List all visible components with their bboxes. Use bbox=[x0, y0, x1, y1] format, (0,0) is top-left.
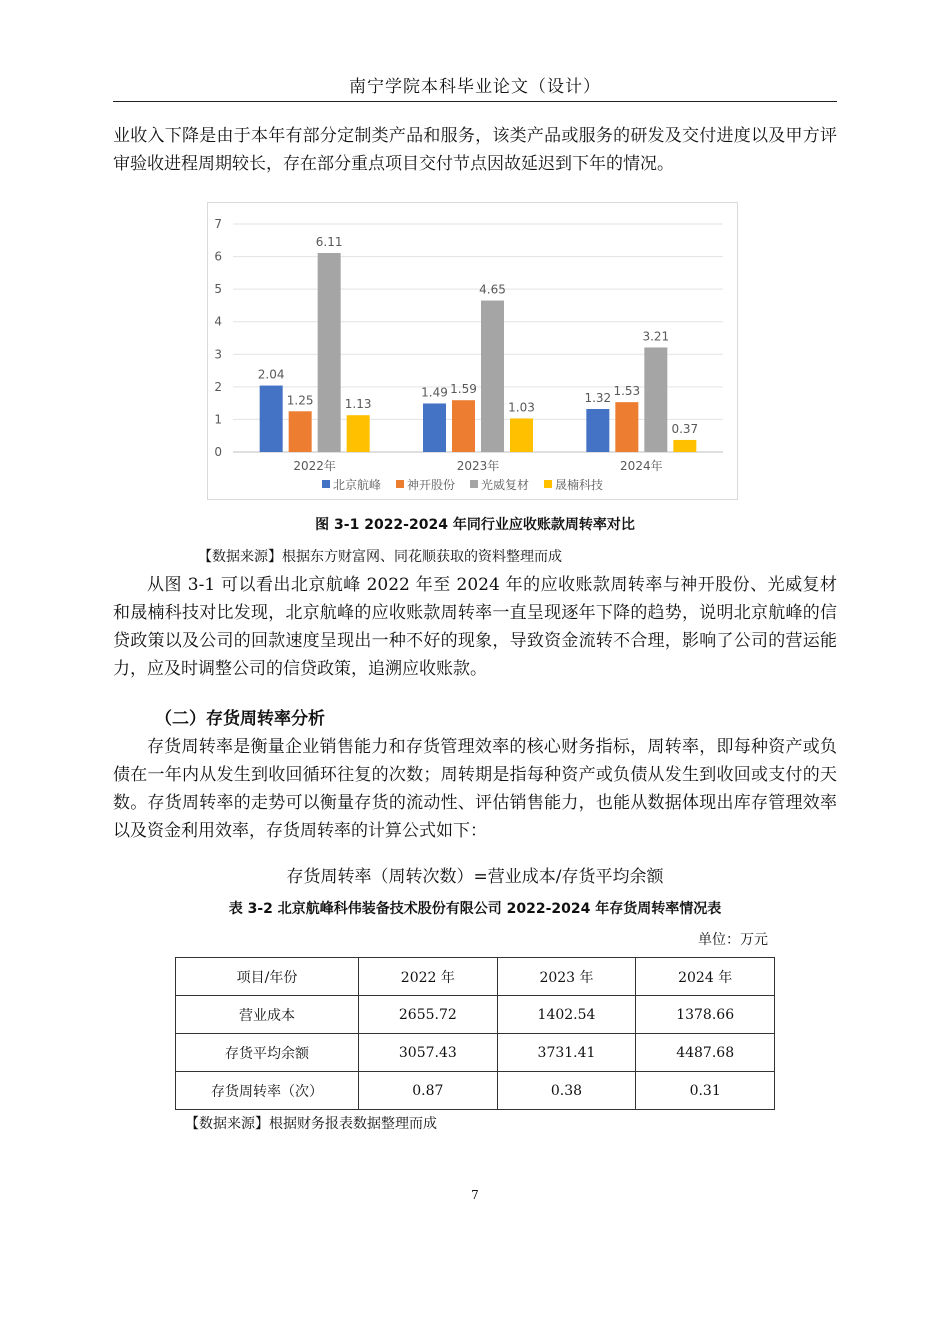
data-label: 1.25 bbox=[286, 393, 314, 408]
y-tick-label: 4 bbox=[214, 314, 222, 329]
data-label: 3.21 bbox=[642, 329, 670, 344]
bar bbox=[452, 400, 475, 452]
data-label: 2.04 bbox=[257, 367, 285, 382]
table-unit: 单位：万元 bbox=[698, 932, 768, 948]
table-header-cell: 2023 年 bbox=[497, 958, 636, 996]
bar bbox=[510, 418, 533, 452]
table-header-row bbox=[176, 958, 775, 996]
figure-caption: 图 3-1 2022-2024 年同行业应收账款周转率对比 bbox=[315, 517, 635, 533]
data-label: 1.49 bbox=[421, 385, 448, 400]
bar bbox=[673, 440, 696, 452]
y-tick-label: 6 bbox=[214, 249, 222, 264]
bar bbox=[260, 386, 283, 452]
y-tick-label: 7 bbox=[214, 217, 222, 231]
data-label: 0.37 bbox=[671, 421, 699, 436]
table-cell: 0.87 bbox=[359, 1072, 498, 1110]
data-label: 1.53 bbox=[613, 384, 641, 399]
table-cell: 3057.43 bbox=[359, 1034, 498, 1072]
data-label: 1.13 bbox=[344, 397, 372, 412]
data-label: 1.03 bbox=[508, 400, 535, 415]
x-tick-label: 2022年 bbox=[293, 459, 336, 473]
figure-source: 【数据来源】根据东方财富网、同花顺获取的资料整理而成 bbox=[198, 549, 562, 565]
page-header: 南宁学院本科毕业论文（设计） bbox=[349, 77, 601, 97]
legend-swatch bbox=[544, 480, 552, 488]
section-heading: （二）存货周转率分析 bbox=[155, 709, 325, 729]
paragraph-intro: 业收入下降是由于本年有部分定制类产品和服务，该类产品或服务的研发及交付进度以及甲方评审验收进程周期较长，存在部分重点项目交付节点因故延迟到下年的情况。 bbox=[113, 126, 837, 174]
table-cell: 3731.41 bbox=[497, 1034, 636, 1072]
table-row bbox=[176, 1034, 775, 1072]
bar bbox=[423, 403, 446, 452]
bar bbox=[644, 347, 667, 452]
legend-label: 神开股份 bbox=[407, 478, 456, 492]
inventory-table bbox=[175, 957, 775, 1110]
bar bbox=[289, 411, 312, 452]
y-tick-label: 3 bbox=[214, 347, 222, 362]
table-cell: 0.31 bbox=[636, 1072, 775, 1110]
table-header-cell: 2022 年 bbox=[359, 958, 498, 996]
legend-label: 北京航峰 bbox=[333, 478, 382, 492]
bar bbox=[347, 415, 370, 452]
table-row bbox=[176, 996, 775, 1034]
y-tick-label: 1 bbox=[214, 412, 222, 427]
table-cell: 2655.72 bbox=[359, 996, 498, 1034]
data-label: 4.65 bbox=[479, 282, 506, 297]
table-cell: 营业成本 bbox=[176, 996, 359, 1034]
y-tick-label: 0 bbox=[214, 445, 222, 459]
table-cell: 4487.68 bbox=[636, 1034, 775, 1072]
legend-label: 晟楠科技 bbox=[555, 478, 604, 492]
table-source: 【数据来源】根据财务报表数据整理而成 bbox=[185, 1116, 437, 1132]
y-tick-label: 2 bbox=[214, 379, 222, 394]
x-tick-label: 2023年 bbox=[456, 459, 500, 473]
table-cell: 存货周转率（次） bbox=[176, 1072, 359, 1110]
paragraph-analysis: 从图 3-1 可以看出北京航峰 2022 年至 2024 年的应收账款周转率与神开股份、光威复材和晟楠科技对比发现，北京航峰的应收账款周转率一直呈现逐年下降的趋势，说明北京航峰的信贷政策以及公司的回款速度呈现出一种不好的现象，导致资金流转不合理，影响了公司的营运能力，应及时调整公司的信贷政策，追溯应收账款。 bbox=[113, 575, 837, 679]
bar bbox=[318, 253, 341, 452]
header-rule bbox=[113, 101, 837, 102]
data-label: 6.11 bbox=[315, 234, 343, 249]
table-caption: 表 3-2 北京航峰科伟装备技术股份有限公司 2022-2024 年存货周转率情况表 bbox=[228, 901, 722, 917]
legend-label: 光威复材 bbox=[481, 478, 530, 492]
bar-chart bbox=[207, 202, 738, 500]
data-label: 1.59 bbox=[450, 382, 477, 397]
formula: 存货周转率（周转次数）=营业成本/存货平均余额 bbox=[286, 867, 664, 887]
legend-swatch bbox=[470, 480, 478, 488]
table-header-cell: 项目/年份 bbox=[176, 958, 359, 996]
y-tick-label: 5 bbox=[214, 282, 222, 297]
legend-swatch bbox=[322, 480, 330, 488]
bar bbox=[615, 402, 638, 452]
chart-svg bbox=[208, 203, 737, 499]
table-cell: 1402.54 bbox=[497, 996, 636, 1034]
table-cell: 1378.66 bbox=[636, 996, 775, 1034]
page-number: 7 bbox=[471, 1188, 479, 1202]
table-row bbox=[176, 1072, 775, 1110]
table-header-cell: 2024 年 bbox=[636, 958, 775, 996]
bar bbox=[586, 409, 609, 452]
bar bbox=[481, 301, 504, 452]
legend-swatch bbox=[396, 480, 404, 488]
table-cell: 存货平均余额 bbox=[176, 1034, 359, 1072]
table-cell: 0.38 bbox=[497, 1072, 636, 1110]
paragraph-inventory: 存货周转率是衡量企业销售能力和存货管理效率的核心财务指标，周转率，即每种资产或负债在一年内从发生到收回循环往复的次数；周转期是指每种资产或负债从发生到收回或支付的天数。存货周转率的走势可以衡量存货的流动性、评估销售能力，也能从数据体现出库存管理效率以及资金利用效率，存货周转率的计算公式如下： bbox=[113, 737, 837, 841]
data-label: 1.32 bbox=[584, 391, 612, 406]
x-tick-label: 2024年 bbox=[620, 459, 663, 473]
